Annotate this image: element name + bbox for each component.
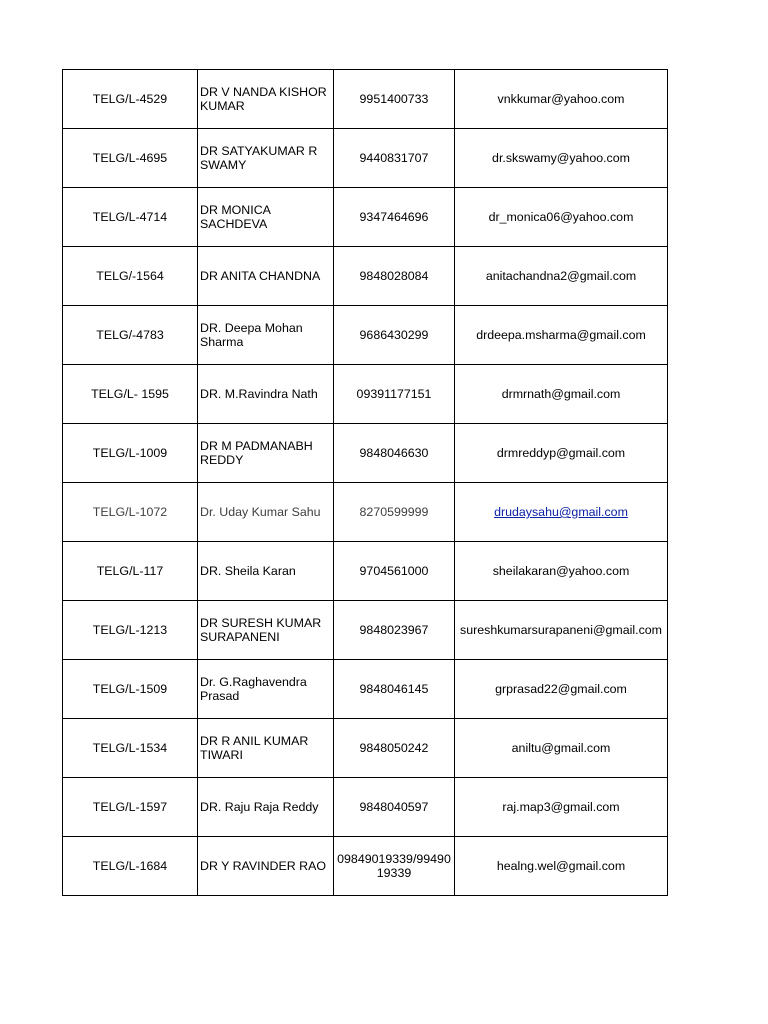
- registration-number-cell: TELG/L-1072: [63, 483, 198, 542]
- registration-number-cell: TELG/L-1597: [63, 778, 198, 837]
- table-row: [63, 542, 668, 601]
- phone-number-cell: 9848046145: [334, 660, 455, 719]
- registration-number-cell: TELG/L-117: [63, 542, 198, 601]
- doctor-name-cell: DR M PADMANABH REDDY: [198, 424, 334, 483]
- table-row: [63, 601, 668, 660]
- phone-number-cell: 09849019339/9949019339: [334, 837, 455, 896]
- table-row: [63, 129, 668, 188]
- doctor-name-cell: DR Y RAVINDER RAO: [198, 837, 334, 896]
- email-cell: dr.skswamy@yahoo.com: [455, 129, 668, 188]
- email-link[interactable]: drudaysahu@gmail.com: [494, 505, 628, 519]
- email-cell: sureshkumarsurapaneni@gmail.com: [455, 601, 668, 660]
- doctor-name-cell: DR. M.Ravindra Nath: [198, 365, 334, 424]
- table-row: [63, 778, 668, 837]
- doctor-name-cell: DR V NANDA KISHOR KUMAR: [198, 70, 334, 129]
- phone-number-cell: 9848040597: [334, 778, 455, 837]
- doctor-name-cell: DR SATYAKUMAR R SWAMY: [198, 129, 334, 188]
- email-cell: drmreddyp@gmail.com: [455, 424, 668, 483]
- doctor-name-cell: DR ANITA CHANDNA: [198, 247, 334, 306]
- member-table: [62, 69, 668, 896]
- phone-number-cell: 9347464696: [334, 188, 455, 247]
- phone-number-cell: 9848028084: [334, 247, 455, 306]
- doctor-name-cell: DR. Sheila Karan: [198, 542, 334, 601]
- table-row: [63, 188, 668, 247]
- phone-number-cell: 9704561000: [334, 542, 455, 601]
- phone-number-cell: 9848023967: [334, 601, 455, 660]
- registration-number-cell: TELG/L-4695: [63, 129, 198, 188]
- doctor-name-cell: DR. Raju Raja Reddy: [198, 778, 334, 837]
- email-cell: anitachandna2@gmail.com: [455, 247, 668, 306]
- doctor-name-cell: Dr. G.Raghavendra Prasad: [198, 660, 334, 719]
- email-cell: sheilakaran@yahoo.com: [455, 542, 668, 601]
- registration-number-cell: TELG/L-1009: [63, 424, 198, 483]
- member-table-body: [63, 70, 668, 896]
- phone-number-cell: 09391177151: [334, 365, 455, 424]
- table-row: [63, 719, 668, 778]
- registration-number-cell: TELG/-4783: [63, 306, 198, 365]
- registration-number-cell: TELG/L-1509: [63, 660, 198, 719]
- doctor-name-cell: DR SURESH KUMAR SURAPANENI: [198, 601, 334, 660]
- doctor-name-cell: DR MONICA SACHDEVA: [198, 188, 334, 247]
- email-cell: grprasad22@gmail.com: [455, 660, 668, 719]
- registration-number-cell: TELG/L- 1595: [63, 365, 198, 424]
- doctor-name-cell: Dr. Uday Kumar Sahu: [198, 483, 334, 542]
- table-row: [63, 306, 668, 365]
- phone-number-cell: 9951400733: [334, 70, 455, 129]
- email-cell: raj.map3@gmail.com: [455, 778, 668, 837]
- table-row: [63, 424, 668, 483]
- table-row: [63, 660, 668, 719]
- phone-number-cell: 9686430299: [334, 306, 455, 365]
- email-cell: dr_monica06@yahoo.com: [455, 188, 668, 247]
- phone-number-cell: 9440831707: [334, 129, 455, 188]
- email-cell: drmrnath@gmail.com: [455, 365, 668, 424]
- phone-number-cell: 8270599999: [334, 483, 455, 542]
- email-cell: drdeepa.msharma@gmail.com: [455, 306, 668, 365]
- email-cell: healng.wel@gmail.com: [455, 837, 668, 896]
- email-cell: vnkkumar@yahoo.com: [455, 70, 668, 129]
- email-cell: aniltu@gmail.com: [455, 719, 668, 778]
- email-cell: [455, 483, 668, 542]
- table-row: [63, 70, 668, 129]
- registration-number-cell: TELG/L-1684: [63, 837, 198, 896]
- registration-number-cell: TELG/L-4529: [63, 70, 198, 129]
- doctor-name-cell: DR. Deepa Mohan Sharma: [198, 306, 334, 365]
- phone-number-cell: 9848046630: [334, 424, 455, 483]
- phone-number-cell: 9848050242: [334, 719, 455, 778]
- table-row: [63, 837, 668, 896]
- table-row: [63, 365, 668, 424]
- doctor-name-cell: DR R ANIL KUMAR TIWARI: [198, 719, 334, 778]
- table-row: [63, 483, 668, 542]
- registration-number-cell: TELG/-1564: [63, 247, 198, 306]
- registration-number-cell: TELG/L-1534: [63, 719, 198, 778]
- registration-number-cell: TELG/L-1213: [63, 601, 198, 660]
- registration-number-cell: TELG/L-4714: [63, 188, 198, 247]
- table-row: [63, 247, 668, 306]
